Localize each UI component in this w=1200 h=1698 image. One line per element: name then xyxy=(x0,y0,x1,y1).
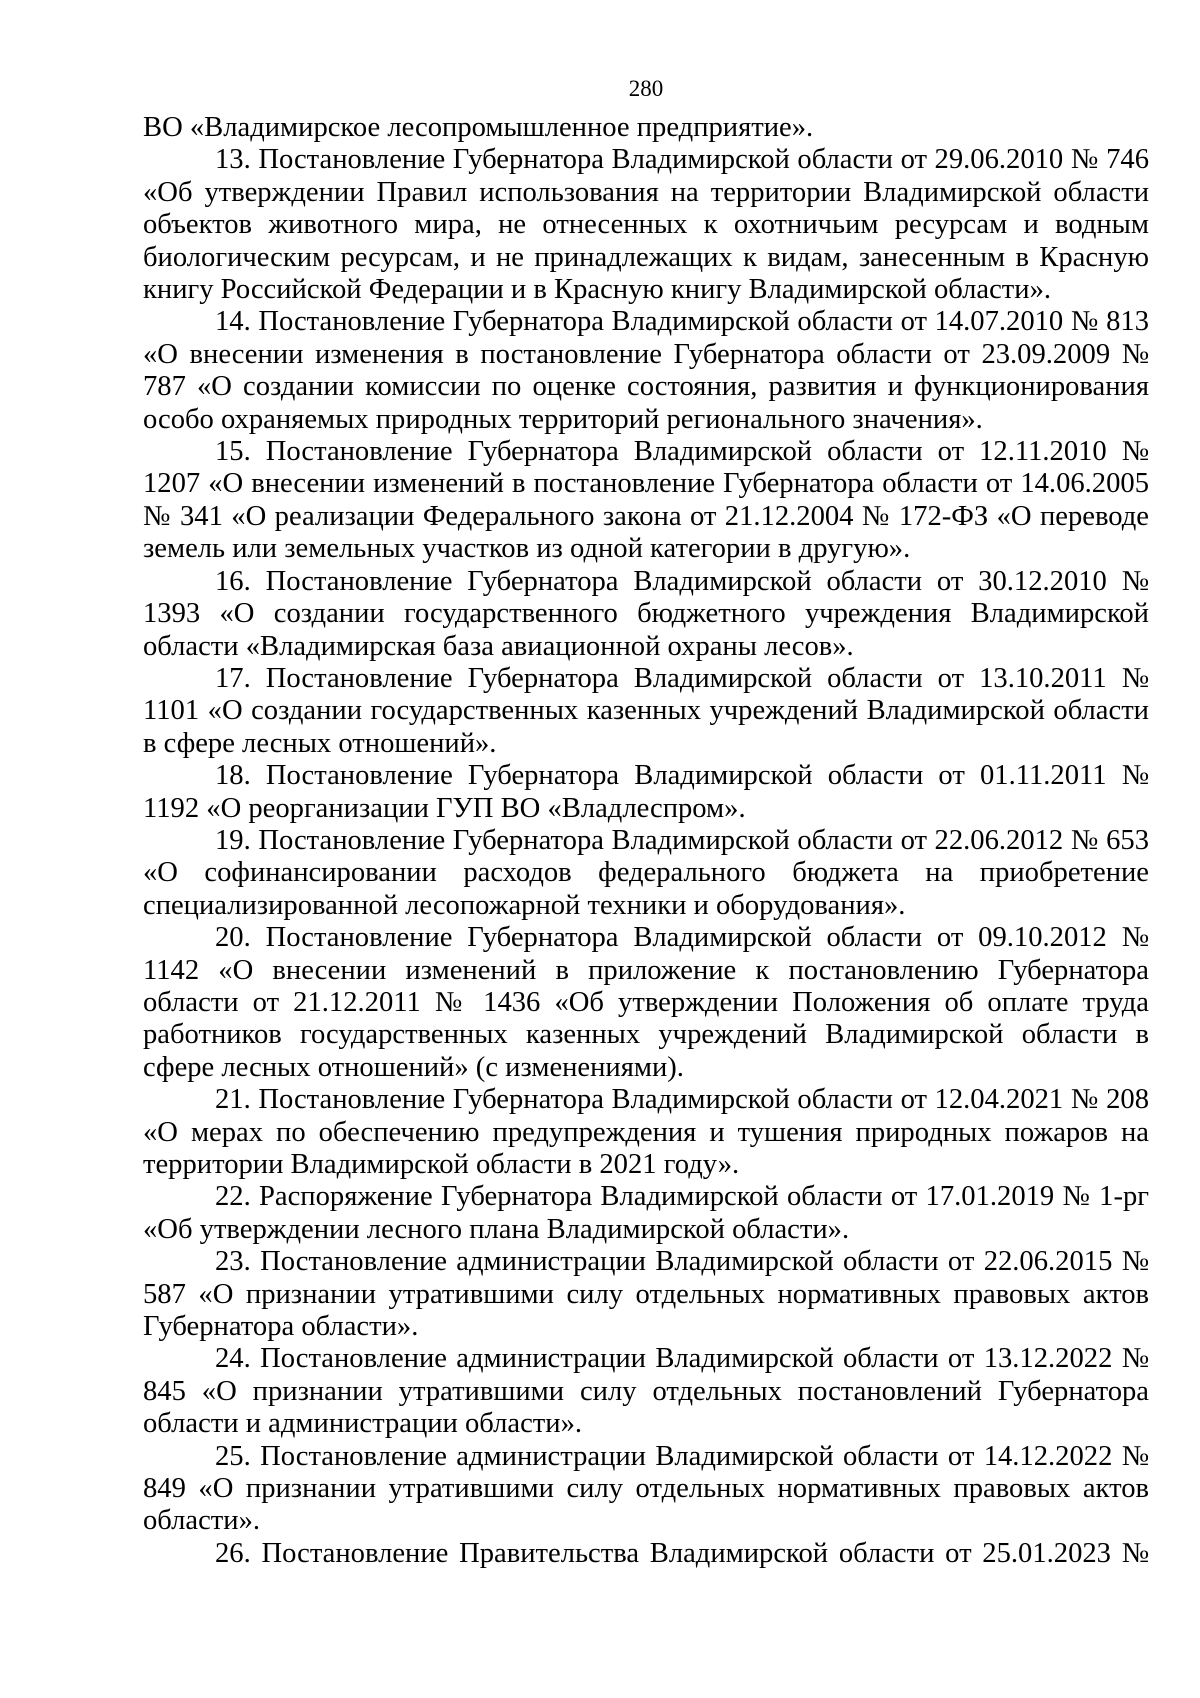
list-item-13: 13. Постановление Губернатора Владимирской области от 29.06.2010 № 746 «Об утверждении Правил использования на территории Владимирской области объектов животного мира, не отнесенных к охотничьим ресурсам и водным биологическим ресурсам, и не принадлежащих к видам, занесенным в Красную книгу Российской Федерации и в Красную книгу Владимирской области». xyxy=(143,144,1149,306)
list-item-21: 21. Постановление Губернатора Владимирской области от 12.04.2021 № 208 «О мерах по обеспечению предупреждения и тушения природных пожаров на территории Владимирской области в 2021 году». xyxy=(143,1084,1149,1180)
list-item-18: 18. Постановление Губернатора Владимирской области от 01.11.2011 № 1192 «О реорганизации ГУП ВО «Владлеспром». xyxy=(143,760,1149,824)
list-item-15: 15. Постановление Губернатора Владимирской области от 12.11.2010 № 1207 «О внесении изменений в постановление Губернатора области от 14.06.2005 № 341 «О реализации Федерального закона от 21.12.2004 № 172-ФЗ «О переводе земель или земельных участков из одной категории в другую». xyxy=(143,436,1149,565)
list-item-14: 14. Постановление Губернатора Владимирской области от 14.07.2010 № 813 «О внесении изменения в постановление Губернатора области от 23.09.2009 № 787 «О создании комиссии по оценке состояния, развития и функционирования особо охраняемых природных территорий регионального значения». xyxy=(143,306,1149,435)
document-body xyxy=(143,112,1149,1570)
continuation-paragraph: ВО «Владимирское лесопромышленное предприятие». xyxy=(143,112,814,143)
list-item-26: 26. Постановление Правительства Владимирской области от 25.01.2023 № xyxy=(215,1537,1149,1569)
list-item-16: 16. Постановление Губернатора Владимирской области от 30.12.2010 № 1393 «О создании государственного бюджетного учреждения Владимирской области «Владимирская база авиационной охраны лесов». xyxy=(143,565,1149,662)
list-item-22: 22. Распоряжение Губернатора Владимирской области от 17.01.2019 № 1-рг «Об утверждении лесного плана Владимирской области». xyxy=(143,1181,1149,1245)
list-item-25: 25. Постановление администрации Владимирской области от 14.12.2022 № 849 «О признании утратившими силу отдельных нормативных правовых актов области». xyxy=(143,1440,1149,1537)
page-number: 280 xyxy=(628,76,664,101)
list-item-23: 23. Постановление администрации Владимирской области от 22.06.2015 № 587 «О признании утратившими силу отдельных нормативных правовых актов Губернатора области». xyxy=(143,1246,1149,1343)
list-item-19: 19. Постановление Губернатора Владимирской области от 22.06.2012 № 653 «О софинансировании расходов федерального бюджета на приобретение специализированной лесопожарной техники и оборудования». xyxy=(143,824,1149,921)
list-item-17: 17. Постановление Губернатора Владимирской области от 13.10.2011 № 1101 «О создании государственных казенных учреждений Владимирской области в сфере лесных отношений». xyxy=(143,662,1149,759)
list-item-24: 24. Постановление администрации Владимирской области от 13.12.2022 № 845 «О признании утратившими силу отдельных постановлений Губернатора области и администрации области». xyxy=(143,1343,1149,1440)
list-item-20: 20. Постановление Губернатора Владимирской области от 09.10.2012 № 1142 «О внесении изменений в приложение к постановлению Губернатора области от 21.12.2011 № 1436 «Об утверждении Положения об оплате труда работников государственных казенных учреждений Владимирской области в сфере лесных отношений» (с изменениями). xyxy=(143,922,1149,1083)
